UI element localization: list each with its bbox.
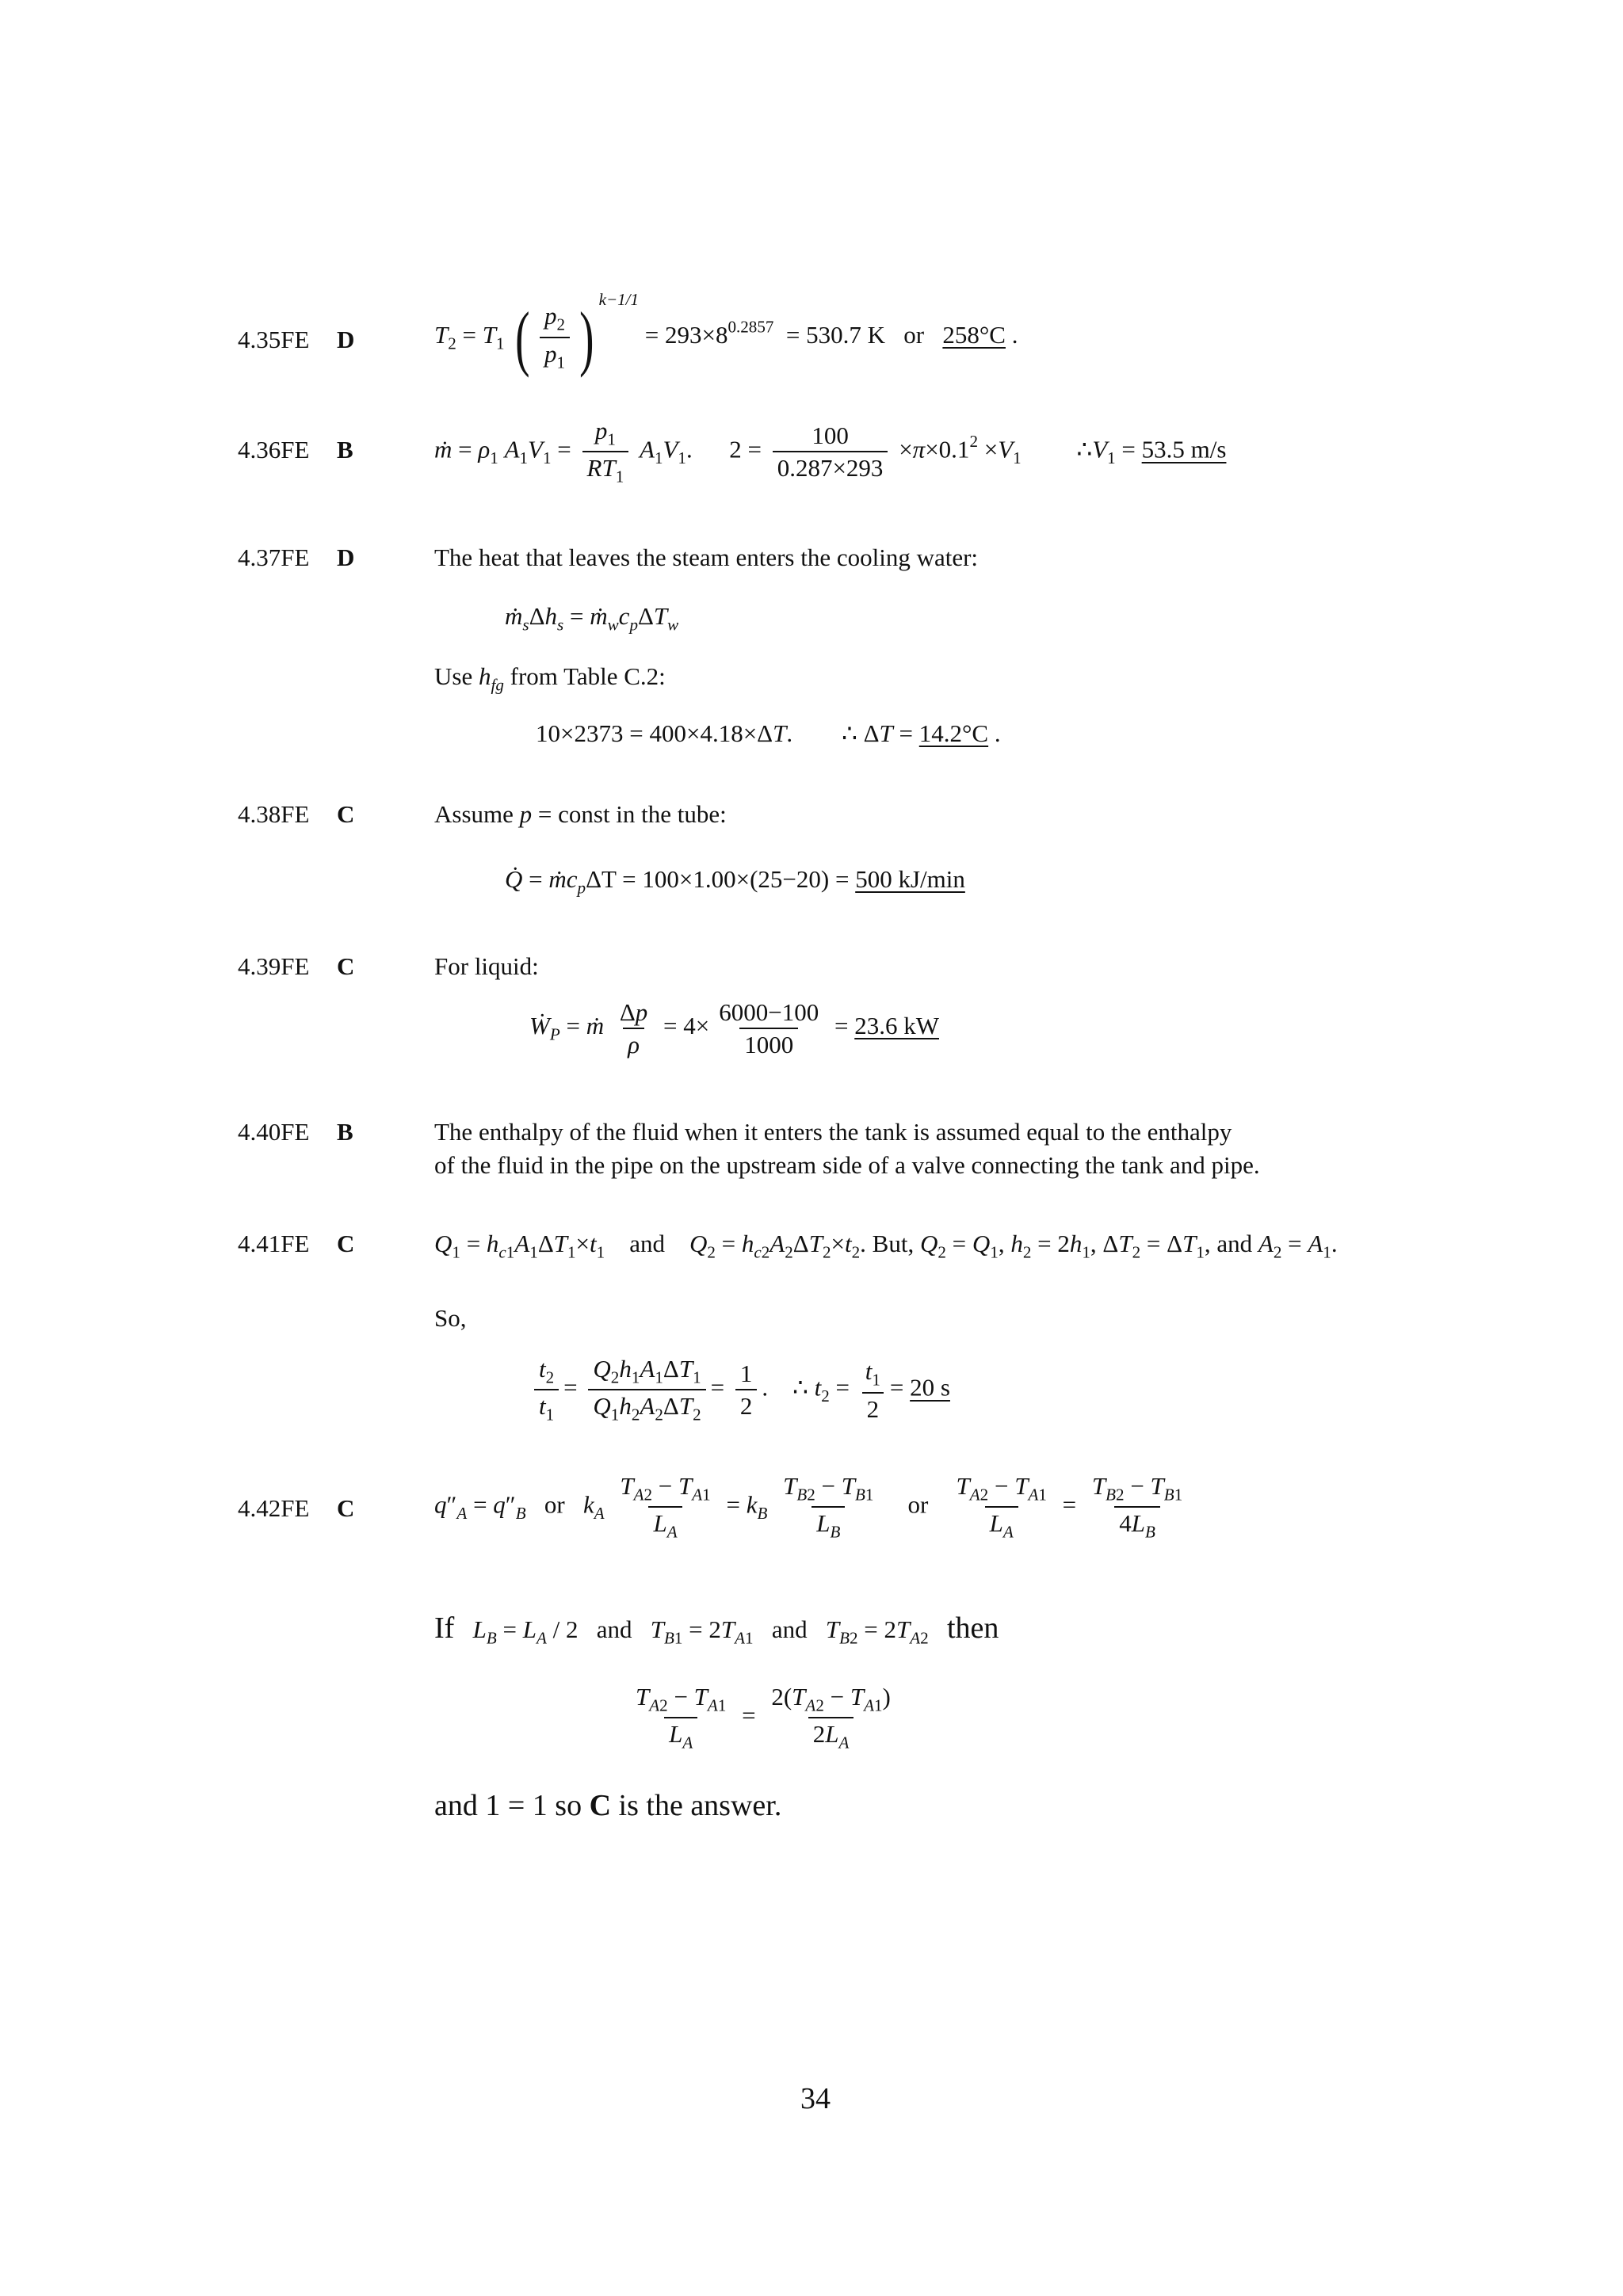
answer-letter: C xyxy=(337,1230,355,1257)
problem-id: 4.39FE xyxy=(238,952,310,980)
answer-letter: D xyxy=(337,543,355,571)
problem-id: 4.36FE xyxy=(238,436,310,463)
equation-4-41b: $\frac{t_2}{t_1}$ = $\frac{Q_2h_1A_1\Delta T_1}{Q_1h_2A_2\Delta T_2}$ = $\frac{1}{2}$ . ∴ $t_2$ = $\frac{t_1}{2}$ = 20 s xyxy=(529,1356,950,1424)
equation-4-39: $Ẇ_P$ = ṁ $\frac{\Delta p}{\rho}$ = 4× $\frac{6000-100}{1000}$ = 23.6 kW xyxy=(529,998,939,1058)
or-text: or xyxy=(903,321,925,349)
answer-letter: B xyxy=(337,436,353,463)
answer-letter: C xyxy=(337,1494,355,1522)
equation-4-42c: $\frac{T_{A2} - T_{A1}}{L_A}$ = $\frac{2(T_{A2} - T_{A1})}{2L_A}$ xyxy=(636,1683,891,1753)
answer-letter: C xyxy=(337,952,355,980)
problem-id: 4.40FE xyxy=(238,1118,310,1146)
calc: ΔT = 100×1.00×(25−20) = xyxy=(586,865,850,893)
text-4-39: For liquid: xyxy=(434,952,539,980)
result: = 530.7 K xyxy=(785,321,886,349)
equation-4-37a: $ṁ_s\Delta h_s$ = $ṁ_wc_p\Delta T_w$ xyxy=(505,602,679,635)
rhs: = 293×8 xyxy=(644,321,728,349)
equation-4-42b: If $L_B = L_A / 2$ and $T_{B1} = 2T_{A1}$ and $T_{B2} = 2T_{A2}$ then xyxy=(434,1611,999,1648)
problem-id: 4.42FE xyxy=(238,1494,310,1522)
numerator: 100 xyxy=(812,421,849,450)
problem-id: 4.41FE xyxy=(238,1230,310,1257)
equation-4-41a: $Q_1 = h_{c1}A_1\Delta T_1\times t_1$ and $Q_2 = h_{c2}A_2\Delta T_2\times t_2$. But, $Q_2 = Q_1$, $h_2 = 2h_1$, $\Delta T_2 = \Delta T_1$, and $A_2 = A_1$. xyxy=(434,1230,1338,1262)
rhs-exponent: 0.2857 xyxy=(727,317,774,337)
problem-id: 4.35FE xyxy=(238,326,310,353)
text-4-40-line2: of the fluid in the pipe on the upstream side of a valve connecting the tank and pipe. xyxy=(434,1151,1260,1179)
conclusion-text: and 1 = 1 so C is the answer. xyxy=(434,1789,782,1822)
answer-letter: D xyxy=(337,326,355,353)
text-4-40-line1: The enthalpy of the fluid when it enters the tank is assumed equal to the enthalpy xyxy=(434,1118,1232,1146)
answer-value: 20 s xyxy=(910,1373,950,1402)
equation-4-37b: 10×2373 = 400×4.18×ΔT. ∴ ΔT = 14.2°C . xyxy=(536,719,1001,747)
text-4-37: The heat that leaves the steam enters the cooling water: xyxy=(434,543,979,571)
numerator: 6000−100 xyxy=(719,998,819,1026)
answer-letter: C xyxy=(337,800,355,828)
equation-4-42a: $q''_A = q''_B$ or $k_A$ $\frac{T_{A2} - T_{A1}}{L_A}$ = $k_B$ $\frac{T_{B2} - T_{B1}}{L_B}$ or $\frac{T_{A2} - T_{A1}}{L_A}$ = $\frac{T_{B2} - T_{B1}}{4L_B}$ xyxy=(434,1472,1183,1542)
calc: 10×2373 = 400×4.18×Δ xyxy=(536,719,773,747)
page-number: 34 xyxy=(800,2082,831,2115)
denominator: 0.287×293 xyxy=(773,451,888,480)
equation-4-35: $T_2 = T_1$ ( $\frac{p_2}{p_1}$ ) $^{k-1/1} = 293\times 8^{0.2857} = 530.7$ K or 258°C . xyxy=(434,290,1018,378)
text-4-38: Assume p = const in the tube: xyxy=(434,800,727,828)
answer-value: 258°C xyxy=(942,321,1006,349)
text-4-37b: Use $h_{fg}$ from Table C.2: xyxy=(434,662,666,695)
problem-id: 4.38FE xyxy=(238,800,310,828)
answer-value: 500 kJ/min xyxy=(855,865,965,893)
problem-id: 4.37FE xyxy=(238,543,310,571)
answer-value: 14.2°C xyxy=(918,719,989,747)
text-4-41-so: So, xyxy=(434,1304,467,1332)
equation-4-38: Q̇ = $ṁc_p\Delta T = 100\times 1.00\times(25-20) = 500$ kJ/min xyxy=(505,865,965,898)
exponent: k−1/1 xyxy=(598,290,639,309)
denominator: 1000 xyxy=(739,1028,798,1057)
equation-4-36: ṁ = $\rho_1$ $A_1V_1$ = $\frac{p_1}{RT_1}$ $A_1V_1$. 2 = $\frac{100}{0.287\times 293}$ $\times\pi\times 0.1^2 \times V_1$ $\therefore V_1 = 53.5$ m/s xyxy=(434,417,1227,486)
answer-value: 53.5 m/s xyxy=(1141,435,1227,463)
answer-value: 23.6 kW xyxy=(854,1012,939,1040)
and-text: and xyxy=(629,1230,665,1257)
answer-letter: B xyxy=(337,1118,353,1146)
